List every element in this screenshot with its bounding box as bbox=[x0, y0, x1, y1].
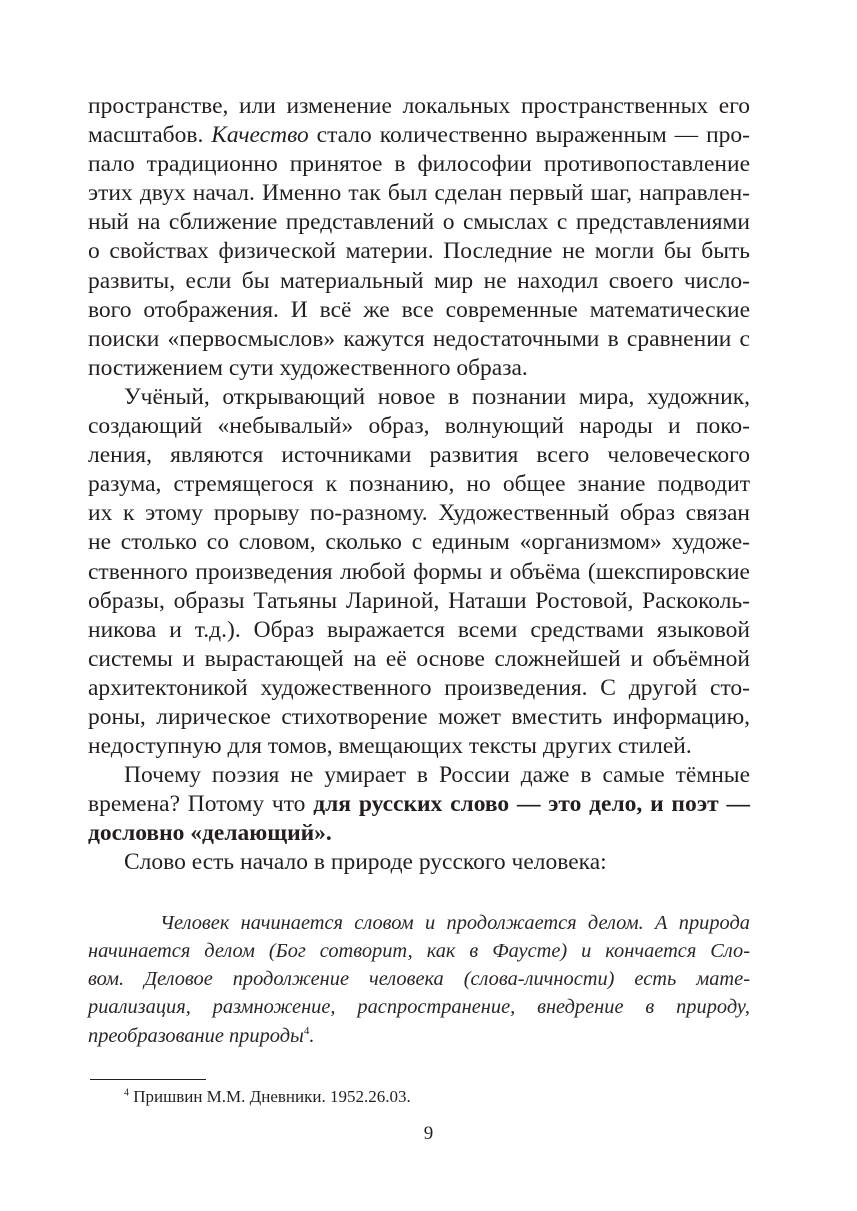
text-line: этих двух начал. Именно так был сделан первый шаг, направлен- bbox=[88, 180, 750, 207]
quote-line: риализация, размножение, распространение, внедрение в природу, bbox=[88, 996, 750, 1019]
bold-emphasis: дословно «делающий». bbox=[88, 820, 332, 847]
paragraph-3 bbox=[88, 761, 750, 848]
text-line: роны, лирическое стихотворение может вместить информацию, bbox=[88, 703, 750, 730]
bold-emphasis: для русских слово — это дело, и поэт — bbox=[313, 791, 751, 818]
text-line: архитектоникой художественного произведения. С другой сто- bbox=[88, 674, 750, 701]
text-line: масштабов. Качество стало количественно выраженным — про- bbox=[88, 122, 751, 149]
block-quote bbox=[88, 909, 750, 1050]
text-line: постижением сути художественного образа. bbox=[88, 354, 528, 381]
text-line: пало традиционно принятое в философии противопоставление bbox=[88, 151, 750, 178]
text-line: поиски «первосмыслов» кажутся недостаточными в сравнении с bbox=[88, 325, 750, 352]
text-line: о свойствах физической материи. Последние не могли бы быть bbox=[88, 238, 750, 265]
footnote bbox=[124, 1086, 411, 1108]
text-line: создающий «небывалый» образ, волнующий народы и поко- bbox=[88, 413, 750, 440]
paragraph-1 bbox=[88, 92, 750, 383]
text-line: образы, образы Татьяны Лариной, Наташи Ростовой, Раскоколь- bbox=[88, 587, 750, 614]
footnote-text: Пришвин М.М. Дневники. 1952.26.03. bbox=[133, 1087, 411, 1106]
text-line bbox=[88, 819, 750, 848]
text-line: ственного произведения любой формы и объёма (шекспировские bbox=[88, 558, 750, 585]
text-line: пространстве, или изменение локальных пространственных его bbox=[88, 93, 750, 119]
text-line: их к этому прорыву по-разному. Художественный образ связан bbox=[88, 500, 750, 527]
footnote-reference[interactable]: 4 bbox=[303, 1024, 310, 1037]
text-line: никова и т.д.). Образ выражается всеми средствами языковой bbox=[88, 616, 750, 643]
text-line: вого отображения. И всё же все современные математические bbox=[88, 296, 750, 323]
text-line: Слово есть начало в природе русского человека: bbox=[124, 849, 607, 876]
text-line: недоступную для томов, вмещающих тексты других стилей. bbox=[88, 733, 692, 760]
quote-line: преобразование природы$^4$. bbox=[88, 1024, 315, 1047]
text-line: ления, являются источниками развития всего человеческого bbox=[88, 442, 750, 469]
footnote-marker: 4 bbox=[124, 1087, 129, 1099]
paragraph-2 bbox=[88, 383, 750, 761]
footnote-divider bbox=[90, 1079, 206, 1080]
paragraph-4 bbox=[88, 848, 750, 877]
text-line: развиты, если бы материальный мир не находил своего числo- bbox=[88, 267, 750, 294]
text-line: разума, стремящегося к познанию, но общее знание подводит bbox=[88, 471, 750, 498]
text-line: времена? Потому что для русских слово — это дело, и поэт — bbox=[88, 791, 751, 818]
page-body bbox=[88, 92, 750, 1050]
quote-line: вом. Деловое продолжение человека (слова-личности) есть мате- bbox=[88, 968, 750, 991]
text-line: Почему поэзия не умирает в России даже в самые тёмные bbox=[124, 762, 750, 789]
emphasis-kachestvo: Качество bbox=[211, 122, 309, 149]
text-line: системы и вырастающей на её основе сложнейшей и объёмной bbox=[88, 645, 750, 672]
text-line: не столько со словом, сколько с единым «организмом» художе- bbox=[88, 529, 750, 556]
page-number: 9 bbox=[423, 1123, 434, 1144]
quote-line: начинается делом (Бог сотворит, как в Фаусте) и кончается Сло- bbox=[88, 939, 750, 962]
quote-line: Человек начинается словом и продолжается делом. А природа bbox=[160, 911, 750, 934]
text-line: Учёный, открывающий новое в познании мира, художник, bbox=[124, 383, 750, 410]
text-line: ный на сближение представлений о смыслах с представлениями bbox=[88, 209, 750, 236]
